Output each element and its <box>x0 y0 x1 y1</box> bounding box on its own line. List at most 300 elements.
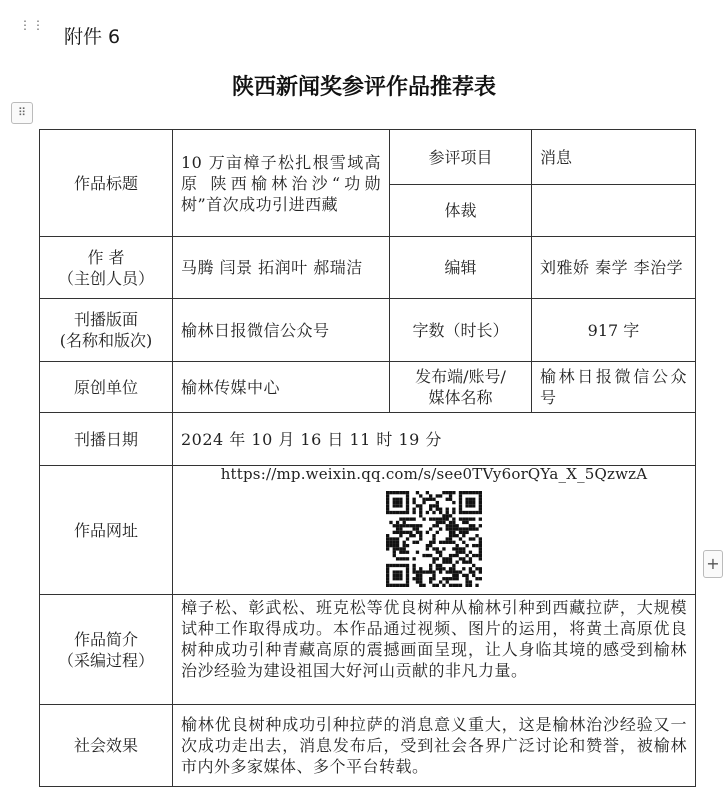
qr-module <box>469 527 472 530</box>
qr-module <box>475 534 478 537</box>
qr-module <box>475 491 478 494</box>
platform-value-cell[interactable] <box>532 362 696 413</box>
qr-module <box>436 524 439 527</box>
publication-label: 刊播版面 <box>73 310 138 329</box>
qr-module <box>479 524 482 527</box>
qr-module <box>452 577 455 580</box>
qr-module <box>426 531 429 534</box>
qr-module <box>479 557 482 560</box>
qr-module <box>399 564 402 567</box>
qr-module <box>456 527 459 530</box>
qr-module <box>469 498 472 501</box>
qr-module <box>396 511 399 514</box>
qr-module <box>396 570 399 573</box>
qr-module <box>406 491 409 494</box>
qr-module <box>412 567 415 570</box>
qr-module <box>472 517 475 520</box>
qr-module <box>479 541 482 544</box>
qr-module <box>436 501 439 504</box>
qr-module <box>479 504 482 507</box>
qr-module <box>419 570 422 573</box>
qr-module <box>422 498 425 501</box>
qr-module <box>456 534 459 537</box>
qr-module <box>432 577 435 580</box>
qr-module <box>419 494 422 497</box>
qr-module <box>406 564 409 567</box>
qr-module <box>399 557 402 560</box>
qr-module <box>406 544 409 547</box>
qr-module <box>419 584 422 587</box>
effect-label-cell <box>40 705 173 787</box>
qr-module <box>393 577 396 580</box>
qr-module <box>456 574 459 577</box>
qr-module <box>462 541 465 544</box>
qr-module <box>409 534 412 537</box>
qr-module <box>429 554 432 557</box>
editor-label-cell <box>390 237 532 299</box>
category-label: 参评项目 <box>428 147 493 167</box>
category-value-cell[interactable] <box>532 130 696 185</box>
qr-module <box>393 537 396 540</box>
qr-module <box>386 577 389 580</box>
qr-module <box>393 574 396 577</box>
qr-module <box>406 537 409 540</box>
genre-value-cell[interactable] <box>532 185 696 237</box>
qr-module <box>462 551 465 554</box>
qr-module <box>412 570 415 573</box>
qr-module <box>469 537 472 540</box>
publication-sublabel: (名称和版次) <box>59 331 153 350</box>
qr-module <box>409 531 412 534</box>
qr-module <box>429 527 432 530</box>
qr-module <box>422 517 425 520</box>
qr-module <box>479 547 482 550</box>
qr-module <box>436 551 439 554</box>
qr-module <box>446 561 449 564</box>
url-value-cell[interactable] <box>173 466 696 595</box>
qr-module <box>393 531 396 534</box>
qr-module <box>386 564 389 567</box>
qr-module <box>456 524 459 527</box>
qr-module <box>452 521 455 524</box>
editor-value-cell[interactable] <box>532 237 696 299</box>
qr-module <box>446 514 449 517</box>
qr-module <box>446 511 449 514</box>
qr-module <box>452 511 455 514</box>
qr-module <box>399 501 402 504</box>
wordcount-label: 字数（时长） <box>412 320 509 340</box>
qr-module <box>475 577 478 580</box>
qr-module <box>452 541 455 544</box>
qr-module <box>403 584 406 587</box>
plus-icon[interactable]: + <box>703 550 723 578</box>
qr-module <box>452 570 455 573</box>
qr-module <box>406 570 409 573</box>
qr-module <box>469 567 472 570</box>
qr-module <box>465 504 468 507</box>
qr-module <box>449 491 452 494</box>
qr-module <box>399 534 402 537</box>
qr-module <box>396 544 399 547</box>
genre-label: 体裁 <box>444 201 477 220</box>
qr-module <box>432 561 435 564</box>
qr-module <box>452 584 455 587</box>
qr-module <box>446 524 449 527</box>
qr-module <box>442 561 445 564</box>
qr-module <box>422 501 425 504</box>
qr-module <box>429 494 432 497</box>
qr-module <box>479 511 482 514</box>
qr-module <box>393 511 396 514</box>
qr-module <box>419 508 422 511</box>
qr-module <box>479 494 482 497</box>
wordcount-value: 917 字 <box>587 320 640 340</box>
qr-module <box>419 537 422 540</box>
qr-module <box>479 567 482 570</box>
platform-value: 榆林日报微信公众号 <box>540 367 687 407</box>
qr-module <box>449 567 452 570</box>
qr-module <box>436 584 439 587</box>
drag-handle-icon[interactable]: ⋮⋮ <box>19 18 45 32</box>
qr-module <box>469 557 472 560</box>
qr-module <box>403 541 406 544</box>
qr-module <box>459 511 462 514</box>
qr-module <box>479 491 482 494</box>
qr-module <box>399 577 402 580</box>
qr-module <box>475 527 478 530</box>
qr-module <box>406 517 409 520</box>
qr-module <box>426 491 429 494</box>
qr-module <box>422 554 425 557</box>
platform-label-cell <box>390 362 532 413</box>
qr-module <box>449 521 452 524</box>
qr-module <box>469 511 472 514</box>
qr-module <box>416 527 419 530</box>
qr-module <box>389 584 392 587</box>
qr-module <box>442 521 445 524</box>
qr-module <box>452 547 455 550</box>
qr-module <box>439 494 442 497</box>
qr-module <box>459 570 462 573</box>
qr-module <box>479 498 482 501</box>
qr-module <box>403 521 406 524</box>
qr-module <box>436 517 439 520</box>
qr-module <box>469 580 472 583</box>
qr-module <box>416 541 419 544</box>
qr-module <box>449 557 452 560</box>
author-label-cell <box>40 237 173 299</box>
qr-module <box>393 504 396 507</box>
qr-module <box>439 551 442 554</box>
date-value: 2024 年 10 月 16 日 11 时 19 分 <box>181 429 442 449</box>
qr-module <box>442 514 445 517</box>
qr-module <box>465 517 468 520</box>
qr-module <box>449 531 452 534</box>
qr-module <box>406 501 409 504</box>
author-value-cell[interactable] <box>173 237 390 299</box>
qr-module <box>393 544 396 547</box>
qr-module <box>469 501 472 504</box>
summary-value-cell[interactable] <box>173 595 696 705</box>
recommendation-form-table <box>39 129 696 787</box>
qr-module <box>475 511 478 514</box>
qr-module <box>426 570 429 573</box>
date-label: 刊播日期 <box>73 429 138 449</box>
qr-module <box>406 574 409 577</box>
qr-module <box>442 557 445 560</box>
qr-module <box>412 524 415 527</box>
qr-module <box>462 517 465 520</box>
qr-module <box>442 577 445 580</box>
editor-label: 编辑 <box>444 258 477 277</box>
qr-module <box>406 584 409 587</box>
qr-module <box>469 524 472 527</box>
qr-module <box>472 537 475 540</box>
unit-label: 原创单位 <box>73 377 138 397</box>
qr-module <box>389 521 392 524</box>
qr-module <box>406 551 409 554</box>
qr-module <box>439 517 442 520</box>
qr-module <box>462 574 465 577</box>
qr-module <box>386 547 389 550</box>
qr-module <box>449 584 452 587</box>
qr-module <box>449 570 452 573</box>
qr-module <box>429 544 432 547</box>
qr-module <box>452 517 455 520</box>
qr-module <box>452 491 455 494</box>
qr-module <box>416 570 419 573</box>
qr-module <box>442 491 445 494</box>
qr-module <box>462 521 465 524</box>
qr-module <box>419 511 422 514</box>
qr-module <box>449 524 452 527</box>
qr-module <box>456 577 459 580</box>
qr-module <box>475 544 478 547</box>
qr-module <box>446 491 449 494</box>
qr-module <box>436 531 439 534</box>
qr-module <box>426 554 429 557</box>
qr-module <box>396 574 399 577</box>
qr-module <box>472 527 475 530</box>
qr-module <box>475 584 478 587</box>
qr-module <box>469 491 472 494</box>
qr-module <box>399 524 402 527</box>
qr-module <box>479 501 482 504</box>
qr-module <box>479 544 482 547</box>
qr-module <box>456 554 459 557</box>
publication-label-cell <box>40 299 173 362</box>
qr-module <box>416 524 419 527</box>
qr-module <box>469 517 472 520</box>
qr-module <box>399 517 402 520</box>
qr-module <box>416 577 419 580</box>
qr-module <box>386 501 389 504</box>
unit-label-cell <box>40 362 173 413</box>
qr-module <box>449 577 452 580</box>
qr-module <box>386 504 389 507</box>
qr-module <box>436 494 439 497</box>
qr-module <box>386 491 389 494</box>
qr-module <box>419 577 422 580</box>
qr-module <box>469 561 472 564</box>
effect-value-cell[interactable] <box>173 705 696 787</box>
qr-module <box>465 577 468 580</box>
qr-module <box>462 557 465 560</box>
qr-module <box>429 498 432 501</box>
qr-module <box>446 557 449 560</box>
qr-module <box>399 504 402 507</box>
wordcount-value-cell[interactable] <box>532 299 696 362</box>
qr-module <box>469 584 472 587</box>
qr-module <box>459 531 462 534</box>
qr-module <box>462 534 465 537</box>
qr-module <box>462 547 465 550</box>
qr-module <box>406 524 409 527</box>
qr-module <box>449 554 452 557</box>
qr-module <box>459 494 462 497</box>
qr-module <box>449 514 452 517</box>
qr-module <box>439 521 442 524</box>
qr-module <box>399 584 402 587</box>
summary-value: 樟子松、彰武松、班克松等优良树种从榆林引种到西藏拉萨，大规模试种工作取得成功。本作品通过视频、图片的运用，将黄土高原优良树种成功引种青藏高原的震撼画面呈现，让人身临其境的感受到榆林治沙经验为建设祖国大好河山贡献的非凡力量。 <box>181 598 687 680</box>
qr-module <box>396 501 399 504</box>
editor-value: 刘雅娇 秦学 李治学 <box>540 258 684 277</box>
qr-module <box>446 498 449 501</box>
qr-module <box>393 584 396 587</box>
qr-module <box>479 537 482 540</box>
qr-module <box>386 534 389 537</box>
qr-module <box>386 541 389 544</box>
title-value: 10 万亩樟子松扎根雪域高原 陕西榆林治沙“功勋树”首次成功引进西藏 <box>181 152 381 214</box>
qr-module <box>389 491 392 494</box>
unit-value-cell[interactable] <box>173 362 390 413</box>
qr-module <box>465 501 468 504</box>
qr-module <box>442 541 445 544</box>
qr-module <box>459 517 462 520</box>
qr-module <box>406 511 409 514</box>
qr-module <box>452 527 455 530</box>
qr-module <box>393 501 396 504</box>
qr-module <box>396 564 399 567</box>
qr-module <box>439 567 442 570</box>
qr-module <box>409 524 412 527</box>
qr-module <box>459 551 462 554</box>
qr-module <box>386 537 389 540</box>
qr-module <box>469 504 472 507</box>
qr-module <box>426 511 429 514</box>
qr-module <box>452 531 455 534</box>
qr-module <box>412 511 415 514</box>
qr-module <box>472 501 475 504</box>
publication-value-cell[interactable] <box>173 299 390 362</box>
qr-module <box>452 554 455 557</box>
qr-module <box>396 547 399 550</box>
qr-module <box>399 570 402 573</box>
qr-module <box>419 580 422 583</box>
qr-module <box>432 584 435 587</box>
qr-module <box>432 498 435 501</box>
qr-module <box>393 570 396 573</box>
qr-module <box>479 577 482 580</box>
qr-module <box>386 511 389 514</box>
qr-module <box>439 580 442 583</box>
qr-module <box>449 534 452 537</box>
qr-module <box>479 551 482 554</box>
qr-module <box>419 574 422 577</box>
qr-module <box>462 491 465 494</box>
qr-module <box>393 564 396 567</box>
qr-module <box>465 491 468 494</box>
qr-module <box>459 501 462 504</box>
qr-module <box>456 570 459 573</box>
qr-module <box>406 504 409 507</box>
url-link[interactable]: https://mp.weixin.qq.com/s/see0TVy6orQYa_X_5QzwzA <box>220 465 648 483</box>
qr-module <box>406 498 409 501</box>
qr-module <box>465 531 468 534</box>
qr-module <box>432 574 435 577</box>
qr-module <box>406 531 409 534</box>
qr-module <box>449 498 452 501</box>
qr-module <box>386 494 389 497</box>
qr-module <box>432 524 435 527</box>
qr-module <box>386 580 389 583</box>
qr-module <box>432 517 435 520</box>
qr-module <box>432 547 435 550</box>
qr-module <box>396 537 399 540</box>
date-label-cell <box>40 413 173 466</box>
qr-module <box>403 557 406 560</box>
qr-module <box>446 580 449 583</box>
qr-module <box>459 491 462 494</box>
qr-module <box>432 511 435 514</box>
qr-module <box>449 527 452 530</box>
qr-module <box>386 570 389 573</box>
qr-module <box>396 577 399 580</box>
qr-module <box>475 567 478 570</box>
qr-module <box>472 524 475 527</box>
qr-module <box>449 561 452 564</box>
qr-module <box>459 557 462 560</box>
qr-module <box>469 551 472 554</box>
qr-module <box>436 567 439 570</box>
qr-module <box>465 554 468 557</box>
qr-module <box>472 570 475 573</box>
wordcount-label-cell <box>390 299 532 362</box>
qr-module <box>436 557 439 560</box>
qr-module <box>399 551 402 554</box>
title-value-cell[interactable] <box>173 130 390 237</box>
qr-module <box>406 567 409 570</box>
qr-module <box>436 547 439 550</box>
qr-module <box>436 504 439 507</box>
qr-module <box>399 531 402 534</box>
table-handle-icon[interactable]: ⠿ <box>11 102 33 124</box>
qr-module <box>456 547 459 550</box>
category-value: 消息 <box>540 147 573 167</box>
platform-label: 发布端/账号/ <box>415 367 506 386</box>
qr-module <box>436 508 439 511</box>
qr-module <box>429 504 432 507</box>
qr-module <box>396 527 399 530</box>
qr-module <box>465 498 468 501</box>
qr-module <box>452 534 455 537</box>
qr-module <box>439 570 442 573</box>
qr-module <box>432 570 435 573</box>
qr-module <box>412 541 415 544</box>
qr-module <box>459 537 462 540</box>
qr-module <box>429 508 432 511</box>
date-value-cell[interactable] <box>173 413 696 466</box>
